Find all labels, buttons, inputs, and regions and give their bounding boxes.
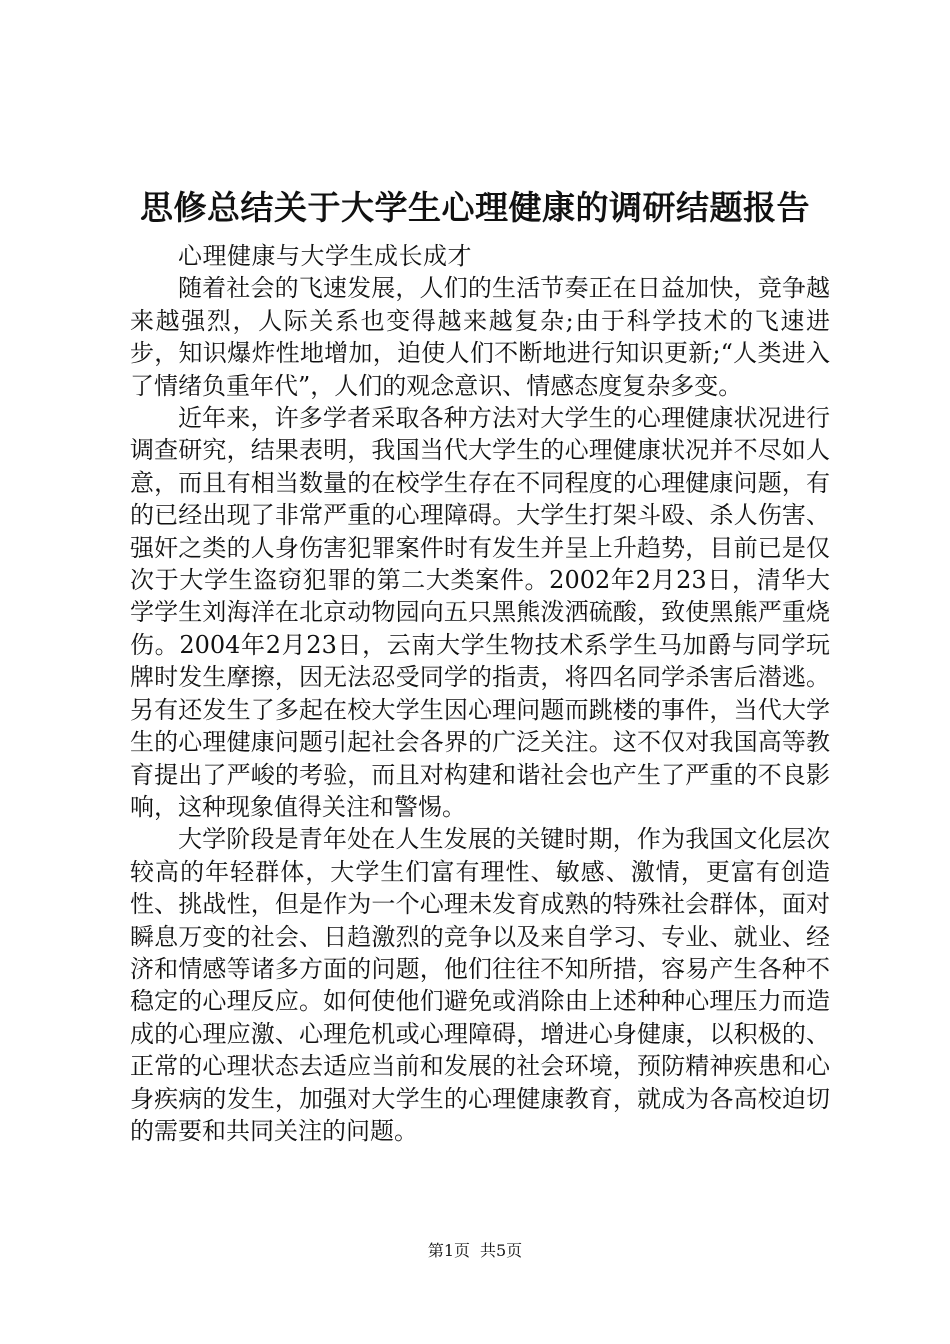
page-total: 共5页 (480, 1241, 523, 1260)
body-paragraph-1: 随着社会的飞速发展，人们的生活节奏正在日益加快，竞争越来越强烈，人际关系也变得越来越复杂;由于科学技术的飞速进步，知识爆炸性地增加，迫使人们不断地进行知识更新;“人类进入了情绪负重年代”，人们的观念意识、情感态度复杂多变。 (130, 274, 830, 400)
body-paragraph-2: 近年来，许多学者采取各种方法对大学生的心理健康状况进行调查研究，结果表明，我国当代大学生的心理健康状况并不尽如人意，而且有相当数量的在校学生存在不同程度的心理健康问题，有的已经出现了非常严重的心理障碍。大学生打架斗殴、杀人伤害、强奸之类的人身伤害犯罪案件时有发生并呈上升趋势，目前已是仅次于大学生盗窃犯罪的第二大类案件。2002年2月23日，清华大学学生刘海洋在北京动物园向五只黑熊泼洒硫酸，致使黑熊严重烧伤。2004年2月23日，云南大学生物技术系学生马加爵与同学玩牌时发生摩擦，因无法忍受同学的指责，将四名同学杀害后潜逃。另有还发生了多起在校大学生因心理问题而跳楼的事件，当代大学生的心理健康问题引起社会各界的广泛关注。这不仅对我国高等教育提出了严峻的考验，而且对构建和谐社会也产生了严重的不良影响，这种现象值得关注和警惕。 (130, 404, 830, 821)
page-footer (0, 1240, 950, 1262)
body-paragraph-3: 大学阶段是青年处在人生发展的关键时期，作为我国文化层次较高的年轻群体，大学生们富有理性、敏感、激情，更富有创造性、挑战性，但是作为一个心理未发育成熟的特殊社会群体，面对瞬息万变的社会、日趋激烈的竞争以及来自学习、专业、就业、经济和情感等诸多方面的问题，他们往往不知所措，容易产生各种不稳定的心理反应。如何使他们避免或消除由上述种种心理压力而造成的心理应激、心理危机或心理障碍，增进心身健康，以积极的、正常的心理状态去适应当前和发展的社会环境，预防精神疾患和心身疾病的发生，加强对大学生的心理健康教育，就成为各高校迫切的需要和共同关注的问题。 (130, 825, 830, 1145)
document-title: 思修总结关于大学生心理健康的调研结题报告 (140, 188, 810, 227)
page-number: 第1页 (427, 1241, 470, 1260)
document-body (130, 240, 830, 1147)
document-subtitle: 心理健康与大学生成长成才 (178, 242, 472, 270)
